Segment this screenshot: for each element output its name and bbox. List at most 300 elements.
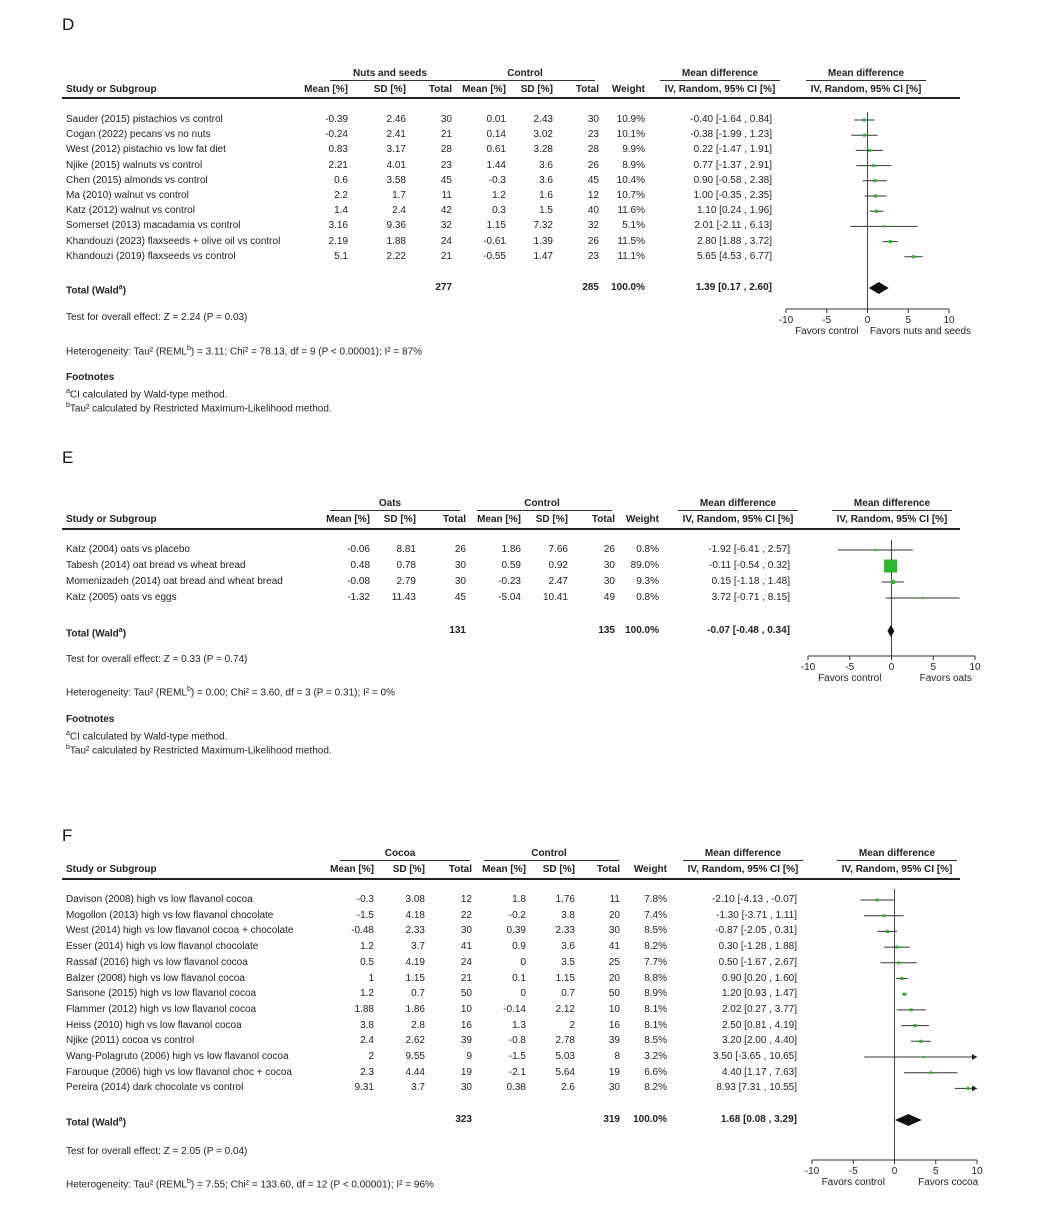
study-marker	[895, 946, 898, 949]
ci-value: 2.80 [1.88 , 3.72]	[696, 235, 772, 247]
study-name: Somerset (2013) macadamia vs control	[66, 220, 241, 232]
control-sd-value: 7.32	[533, 220, 553, 232]
study-marker	[919, 1040, 922, 1043]
study-name: Khandouzi (2023) flaxseeds + olive oil vs control	[66, 235, 281, 247]
sd-value: 1.7	[392, 190, 406, 201]
study-name: Cogan (2022) pecans vs no nuts	[66, 129, 211, 141]
weight-value: 8.1%	[644, 1019, 667, 1031]
control-sd-value: 1.15	[555, 972, 575, 984]
study-marker	[903, 993, 906, 996]
weight-value: 10.7%	[616, 190, 645, 201]
sd-col-header: SD [%]	[383, 514, 416, 525]
ci-value: -0.87 [-2.05 , 0.31]	[715, 925, 797, 937]
control-mean-value: -2.1	[508, 1066, 526, 1078]
study-name: Katz (2004) oats vs placebo	[66, 544, 190, 555]
mean-col-header: Mean [%]	[330, 864, 374, 875]
total-value: 22	[460, 909, 472, 921]
overall-effect-test: Test for overall effect: Z = 2.24 (P = 0.03)	[66, 312, 248, 323]
control-total-value: 40	[587, 205, 599, 217]
study-marker	[886, 930, 889, 933]
total-label-close: )	[122, 1117, 127, 1129]
study-name: Rassaf (2016) high vs low flavanol cocoa	[66, 956, 248, 968]
mean-col-header: Mean [%]	[477, 514, 521, 525]
control-mean-value: 1.44	[486, 159, 506, 171]
mean-value: -0.06	[347, 544, 370, 555]
weight-value: 9.9%	[622, 144, 645, 156]
mean-value: 0.6	[334, 174, 348, 186]
total-value: 19	[460, 1066, 472, 1078]
ci-arrow	[972, 1085, 977, 1091]
study-marker	[929, 1071, 932, 1074]
total-value: 50	[460, 988, 472, 1000]
control-mean-value: 0.3	[492, 205, 506, 217]
ci-plot-header: IV, Random, 95% CI [%]	[841, 864, 953, 875]
control-sd-value: 1.39	[533, 235, 553, 247]
weight-value: 7.8%	[644, 894, 667, 905]
md-plot-header: Mean difference	[853, 498, 931, 509]
forest-panel-f	[0, 826, 1052, 1206]
control-mean-value: 0	[520, 988, 526, 1000]
ci-value: 2.50 [0.81 , 4.19]	[721, 1019, 797, 1031]
total-value: 30	[460, 925, 472, 937]
ci-value: 0.77 [-1.37 , 2.91]	[693, 159, 772, 171]
forest-panel-e	[0, 448, 1052, 828]
study-marker	[883, 225, 885, 227]
x-tick-label: 0	[891, 1166, 898, 1177]
ci-value: -0.38 [-1.99 , 1.23]	[690, 129, 772, 141]
control-mean-value: 0.61	[486, 144, 506, 156]
favors-left-label: Favors control	[821, 1177, 885, 1188]
control-total-value: 49	[603, 592, 615, 603]
study-marker	[876, 899, 879, 902]
control-total-value: 30	[608, 1082, 620, 1094]
mean-value: 1.88	[354, 1003, 374, 1015]
study-name: Katz (2012) walnut vs control	[66, 205, 195, 217]
ci-value: 2.01 [-2.11 , 6.13]	[694, 220, 772, 232]
control-sd-value: 2.78	[555, 1035, 575, 1047]
control-total-value: 26	[603, 544, 615, 555]
heterogeneity-sup: b	[186, 1178, 191, 1185]
control-total-value: 20	[608, 972, 620, 984]
study-marker	[884, 560, 897, 573]
total-value: 30	[440, 114, 452, 125]
sd-value: 2.62	[405, 1035, 425, 1047]
study-name: Pereira (2014) dark chocolate vs control	[66, 1082, 244, 1094]
md-plot-header: Mean difference	[858, 848, 936, 859]
total-value: 21	[440, 129, 452, 141]
forest-panel-d	[0, 15, 1052, 415]
ci-value: 0.30 [-1.28 , 1.88]	[718, 941, 797, 953]
control-sd-value: 3.28	[533, 144, 553, 156]
control-mean-value: 0.01	[486, 114, 506, 125]
total-col-header: Total	[448, 864, 472, 875]
control-mean-value: -0.2	[508, 909, 526, 921]
mean-value: 2.4	[360, 1035, 374, 1047]
x-tick-label: 5	[905, 315, 912, 326]
pooled-diamond	[895, 1114, 921, 1126]
weight-value: 8.5%	[644, 925, 667, 937]
control-sd-value: 3.6	[561, 941, 575, 953]
study-name: Balzer (2008) high vs low flavanol cocoa	[66, 972, 245, 984]
control-mean-value: 0.59	[501, 560, 521, 571]
sd-col-header: SD [%]	[392, 864, 425, 875]
control-sd-value: 5.64	[555, 1066, 575, 1078]
total-ci: -0.07 [-0.48 , 0.34]	[707, 625, 790, 636]
sd-value: 3.7	[411, 1082, 425, 1094]
footnote-text: CI calculated by Wald-type method.	[69, 731, 228, 743]
weight-value: 11.1%	[617, 250, 645, 262]
sd-value: 1.15	[405, 972, 425, 984]
total-col-header: Total	[442, 514, 466, 525]
footnotes-title: Footnotes	[66, 714, 115, 725]
heterogeneity-sup: b	[186, 686, 191, 693]
study-name: Njike (2015) walnuts vs control	[66, 159, 203, 171]
weight-value: 11.6%	[617, 205, 645, 217]
heterogeneity-text: Heterogeneity: Tau² (REML	[66, 687, 187, 699]
control-total-value: 12	[587, 190, 599, 201]
sd-value: 2.33	[405, 925, 425, 937]
control-mean-value: 1.2	[492, 190, 506, 201]
control-mean-value: -1.5	[508, 1051, 526, 1062]
study-name: Farouque (2006) high vs low flavanol choc + cocoa	[66, 1066, 292, 1078]
control-total-value: 41	[608, 941, 620, 953]
favors-right-label: Favors cocoa	[918, 1177, 979, 1188]
control-sd-value: 2	[569, 1019, 575, 1031]
control-total-value: 28	[587, 144, 599, 156]
sd-value: 8.81	[396, 544, 416, 555]
total-n: 277	[435, 282, 452, 293]
total-value: 21	[460, 972, 472, 984]
control-mean-value: 1.8	[512, 894, 526, 905]
mean-value: 3.8	[360, 1019, 374, 1031]
study-name: Sauder (2015) pistachios vs control	[66, 114, 223, 125]
control-total-value: 30	[603, 560, 615, 571]
pooled-diamond	[869, 282, 889, 294]
x-tick-label: -10	[778, 315, 794, 326]
ci-value: -2.10 [-4.13 , -0.07]	[711, 894, 797, 905]
study-name: Khandouzi (2019) flaxseeds vs control	[66, 250, 236, 262]
weight-value: 3.2%	[644, 1051, 667, 1062]
control-mean-value: -0.55	[483, 250, 506, 262]
weight-value: 10.1%	[616, 129, 645, 141]
sd-col-header: SD [%]	[520, 84, 553, 95]
md-header: Mean difference	[704, 848, 782, 859]
total-value: 9	[466, 1051, 472, 1062]
sd-col-header: SD [%]	[542, 864, 575, 875]
sd-value: 2.22	[386, 250, 406, 262]
study-marker	[863, 118, 866, 121]
mean-col-header: Mean [%]	[326, 514, 370, 525]
pooled-diamond	[887, 625, 894, 637]
control-total-value: 25	[608, 956, 620, 968]
sd-value: 4.01	[386, 159, 406, 171]
footnote-b	[66, 400, 332, 415]
weight-value: 0.8%	[636, 592, 659, 603]
control-sd-value: 2.6	[561, 1082, 575, 1094]
sd-value: 0.78	[396, 560, 416, 571]
forest-plot	[0, 826, 1052, 1206]
mean-value: -0.48	[351, 925, 374, 937]
total-value: 24	[440, 235, 452, 247]
total-value: 30	[454, 576, 466, 587]
mean-value: -0.39	[325, 114, 348, 125]
total-value: 30	[454, 560, 466, 571]
ci-value: 1.10 [0.24 , 1.96]	[696, 205, 772, 217]
footnote-sup: b	[66, 744, 70, 751]
sd-value: 2.79	[396, 576, 416, 587]
ci-col-header: IV, Random, 95% CI [%]	[664, 84, 776, 95]
panel-label: E	[62, 448, 74, 467]
total-value: 11	[441, 190, 452, 201]
study-name: Sansone (2015) high vs low flavanol cocoa	[66, 988, 257, 1000]
ci-plot-header: IV, Random, 95% CI [%]	[810, 84, 922, 95]
control-sd-value: 3.8	[561, 909, 575, 921]
total-value: 28	[440, 144, 452, 156]
mean-value: 2.21	[328, 159, 348, 171]
total-value: 42	[440, 205, 452, 217]
study-name: Chen (2015) almonds vs control	[66, 174, 208, 186]
control-total-value: 20	[608, 909, 620, 921]
forest-plot	[0, 15, 1052, 395]
control-mean-value: 0.9	[512, 941, 526, 953]
control-sd-value: 2.47	[548, 576, 568, 587]
ci-arrow	[972, 1054, 977, 1060]
x-tick-label: 10	[971, 1166, 983, 1177]
ci-value: 0.90 [0.20 , 1.60]	[721, 972, 797, 984]
sd-value: 1.88	[386, 235, 406, 247]
control-header: Control	[507, 68, 543, 79]
total-ci: 1.39 [0.17 , 2.60]	[695, 282, 772, 293]
study-name: Momenizadeh (2014) oat bread and wheat bread	[66, 576, 283, 587]
study-name: Katz (2005) oats vs eggs	[66, 592, 177, 603]
study-name: Tabesh (2014) oat bread vs wheat bread	[66, 560, 246, 571]
md-header: Mean difference	[699, 498, 777, 509]
footnotes-title: Footnotes	[66, 372, 115, 383]
mean-col-header: Mean [%]	[462, 84, 506, 95]
ci-value: -1.30 [-3.71 , 1.11]	[716, 909, 797, 921]
sd-col-header: SD [%]	[535, 514, 568, 525]
footnote-text: Tau² calculated by Restricted Maximum-Likelihood method.	[69, 403, 332, 415]
study-marker	[897, 961, 900, 964]
control-mean-value: -0.3	[488, 174, 506, 186]
weight-value: 8.5%	[644, 1035, 667, 1047]
control-total-value: 50	[608, 988, 620, 1000]
study-name: Mogollon (2013) high vs low flavanol chocolate	[66, 909, 274, 921]
total-col-header: Total	[428, 84, 452, 95]
footnote-sup: a	[66, 730, 70, 737]
sd-value: 3.7	[411, 941, 425, 953]
mean-col-header: Mean [%]	[482, 864, 526, 875]
mean-value: -1.5	[356, 909, 374, 921]
total-col-header: Total	[596, 864, 620, 875]
ci-value: -1.92 [-6.41 , 2.57]	[708, 544, 790, 555]
x-tick-label: 10	[943, 315, 955, 326]
mean-col-header: Mean [%]	[304, 84, 348, 95]
total-value: 30	[460, 1082, 472, 1094]
control-mean-value: 0.38	[506, 1082, 526, 1094]
total-value: 41	[460, 941, 472, 953]
control-mean-value: 0.39	[506, 925, 526, 937]
panel-label: F	[62, 826, 73, 845]
sd-value: 9.55	[405, 1051, 425, 1062]
panel-label: D	[62, 15, 75, 34]
mean-value: 0.5	[360, 956, 374, 968]
control-mean-value: 1.3	[512, 1019, 526, 1031]
ci-value: 3.50 [-3.65 , 10.65]	[713, 1051, 797, 1062]
weight-value: 8.2%	[644, 941, 667, 953]
control-total-value: 30	[608, 925, 620, 937]
ci-value: 5.65 [4.53 , 6.77]	[696, 250, 772, 262]
total-label-text: Total (Wald	[66, 1117, 119, 1129]
control-header: Control	[524, 498, 560, 509]
control-mean-value: 0.1	[512, 972, 526, 984]
sd-value: 0.7	[411, 988, 425, 1000]
study-marker	[967, 1087, 970, 1090]
favors-left-label: Favors control	[795, 326, 859, 337]
study-col-header: Study or Subgroup	[66, 514, 157, 525]
x-tick-label: 10	[969, 662, 981, 673]
study-marker	[900, 977, 903, 980]
control-sd-value: 0.92	[548, 560, 568, 571]
study-col-header: Study or Subgroup	[66, 84, 157, 95]
sd-value: 4.44	[405, 1066, 425, 1078]
study-marker	[875, 210, 878, 213]
weight-value: 11.5%	[617, 235, 645, 247]
heterogeneity-text: ) = 7.55; Chi² = 133.60, df = 12 (P < 0.00001); I² = 96%	[190, 1179, 434, 1191]
ci-value: 0.50 [-1.67 , 2.67]	[718, 956, 797, 968]
total-label-text: Total (Wald	[66, 285, 119, 297]
weight-col-header: Weight	[633, 864, 667, 875]
ci-value: 0.22 [-1.47 , 1.91]	[693, 144, 772, 156]
x-tick-label: -10	[800, 662, 816, 673]
weight-value: 8.1%	[644, 1003, 667, 1015]
total-weight: 100.0%	[611, 282, 645, 293]
heterogeneity-text: ) = 0.00; Chi² = 3.60, df = 3 (P = 0.31); I² = 0%	[190, 687, 395, 699]
sd-value: 9.36	[386, 220, 406, 232]
ci-value: 0.90 [-0.58 , 2.38]	[693, 174, 772, 186]
total-value: 32	[440, 220, 452, 232]
study-marker	[910, 1008, 913, 1011]
mean-value: 0.48	[350, 560, 370, 571]
mean-value: 2	[368, 1051, 374, 1062]
mean-value: 3.16	[328, 220, 348, 232]
study-name: Wang-Polagruto (2006) high vs low flavanol cocoa	[66, 1051, 289, 1062]
control-sd-value: 0.7	[561, 988, 575, 1000]
study-name: Heiss (2010) high vs low flavanol cocoa	[66, 1019, 242, 1031]
control-sd-value: 2.12	[555, 1003, 575, 1015]
study-marker	[868, 149, 871, 152]
total-col-header: Total	[575, 84, 599, 95]
sd-value: 3.17	[386, 144, 406, 156]
x-tick-label: 5	[930, 662, 937, 673]
total-value: 12	[460, 894, 472, 905]
mean-value: -0.3	[356, 894, 374, 905]
control-total-value: 23	[587, 250, 599, 262]
study-marker	[872, 164, 875, 167]
control-total-n: 135	[598, 625, 615, 636]
sd-value: 3.58	[386, 174, 406, 186]
study-marker	[914, 1024, 917, 1027]
ci-value: 2.02 [0.27 , 3.77]	[721, 1003, 797, 1015]
control-total-value: 30	[603, 576, 615, 587]
ci-plot-header: IV, Random, 95% CI [%]	[836, 514, 948, 525]
md-plot-header: Mean difference	[827, 68, 905, 79]
sd-value: 2.41	[386, 129, 406, 141]
x-tick-label: -5	[822, 315, 832, 326]
study-marker	[874, 194, 877, 197]
ci-col-header: IV, Random, 95% CI [%]	[682, 514, 794, 525]
study-marker	[882, 914, 885, 917]
sd-value: 2.8	[411, 1019, 425, 1031]
x-tick-label: -10	[804, 1166, 820, 1177]
footnote-sup: b	[66, 402, 70, 409]
control-total-n: 285	[582, 282, 599, 293]
control-sd-value: 1.76	[555, 894, 575, 905]
total-ci: 1.68 [0.08 , 3.29]	[720, 1114, 797, 1125]
favors-left-label: Favors control	[818, 673, 882, 684]
control-total-value: 45	[587, 174, 599, 186]
control-sd-value: 3.5	[561, 956, 575, 968]
study-marker	[891, 580, 895, 584]
ci-value: 3.72 [-0.71 , 8.15]	[711, 592, 790, 603]
mean-value: 2.2	[334, 190, 348, 201]
weight-col-header: Weight	[625, 514, 659, 525]
control-total-value: 16	[608, 1019, 620, 1031]
study-name: Njike (2011) cocoa vs control	[66, 1035, 195, 1047]
control-mean-value: -5.04	[498, 592, 521, 603]
control-total-value: 30	[587, 114, 599, 125]
total-value: 26	[454, 544, 466, 555]
sd-value: 11.43	[391, 592, 416, 603]
control-sd-value: 10.41	[542, 592, 568, 603]
group-header: Nuts and seeds	[353, 68, 427, 79]
study-name: West (2014) high vs low flavanol cocoa + chocolate	[66, 925, 294, 937]
total-value: 23	[440, 159, 452, 171]
total-label-close: )	[122, 628, 127, 640]
weight-value: 5.1%	[622, 220, 645, 232]
mean-value: 0.83	[328, 144, 348, 156]
total-label-sup: a	[118, 627, 123, 634]
ci-col-header: IV, Random, 95% CI [%]	[687, 864, 799, 875]
total-value: 45	[454, 592, 466, 603]
total-value: 24	[460, 956, 472, 968]
favors-right-label: Favors oats	[919, 673, 972, 684]
control-sd-value: 2.43	[533, 114, 553, 125]
control-sd-value: 1.47	[533, 250, 553, 262]
ci-value: 3.20 [2.00 , 4.40]	[721, 1035, 797, 1047]
footnote-text: CI calculated by Wald-type method.	[69, 389, 228, 401]
overall-effect-test: Test for overall effect: Z = 2.05 (P = 0.04)	[66, 1146, 248, 1157]
ci-value: -0.40 [-1.64 , 0.84]	[690, 114, 772, 125]
mean-value: 1.4	[334, 205, 348, 217]
total-label-close: )	[122, 285, 127, 297]
ci-value: 0.15 [-1.18 , 1.48]	[711, 576, 790, 587]
x-tick-label: -5	[848, 1166, 858, 1177]
weight-value: 8.2%	[644, 1082, 667, 1094]
weight-value: 8.9%	[622, 159, 645, 171]
total-col-header: Total	[591, 514, 615, 525]
mean-value: 1	[368, 972, 374, 984]
md-header: Mean difference	[681, 68, 759, 79]
study-name: Esser (2014) high vs low flavanol chocolate	[66, 941, 259, 953]
control-mean-value: 0	[520, 956, 526, 968]
footnote-text: Tau² calculated by Restricted Maximum-Likelihood method.	[69, 745, 332, 757]
control-sd-value: 5.03	[555, 1051, 575, 1062]
sd-col-header: SD [%]	[373, 84, 406, 95]
heterogeneity-text: Heterogeneity: Tau² (REML	[66, 1179, 187, 1191]
study-marker	[921, 597, 923, 599]
favors-right-label: Favors nuts and seeds	[869, 326, 972, 337]
